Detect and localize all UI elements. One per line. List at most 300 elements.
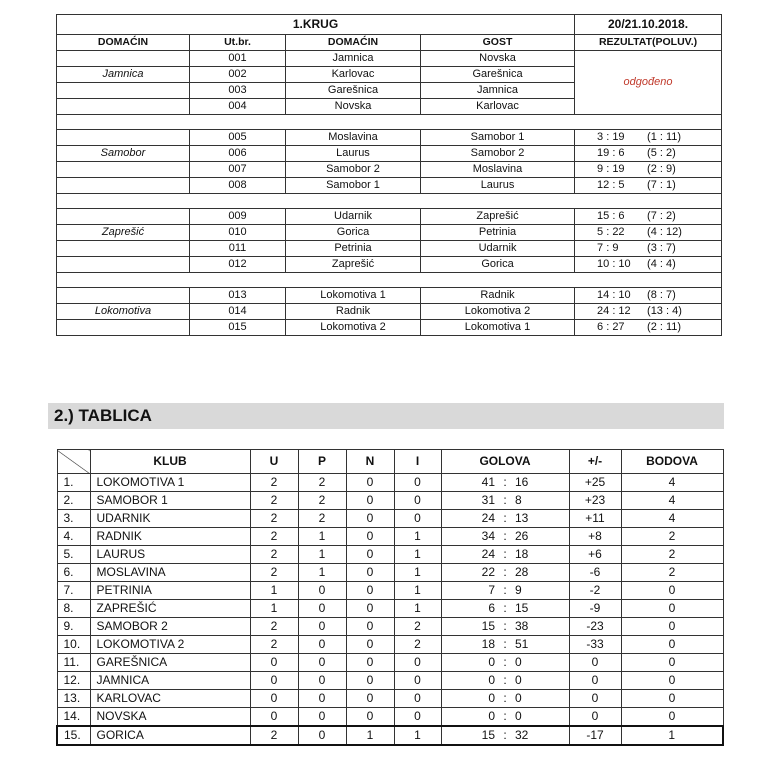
goals-colon: : (503, 547, 507, 561)
position: 2. (57, 492, 90, 510)
draws: 0 (346, 582, 394, 600)
goal-difference: -17 (569, 726, 621, 745)
home-team: Jamnica (286, 51, 421, 67)
away-team: Zaprešić (421, 209, 575, 225)
home-team: Laurus (286, 146, 421, 162)
club-name: UDARNIK (90, 510, 250, 528)
standings-row (57, 708, 723, 727)
match-host (57, 83, 190, 99)
losses: 2 (394, 618, 441, 636)
match-row (57, 320, 722, 336)
goals-for: 0 (488, 655, 495, 669)
goals (441, 546, 569, 564)
away-team: Novska (421, 51, 575, 67)
half-time-score: (3 : 7) (647, 242, 676, 254)
col-home: DOMAĆIN (286, 35, 421, 51)
club-name: NOVSKA (90, 708, 250, 727)
points: 0 (621, 690, 723, 708)
points: 0 (621, 654, 723, 672)
goals (441, 726, 569, 745)
losses: 1 (394, 564, 441, 582)
position: 6. (57, 564, 90, 582)
match-number: 002 (190, 67, 286, 83)
losses: 0 (394, 672, 441, 690)
draws: 0 (346, 618, 394, 636)
points: 2 (621, 528, 723, 546)
full-time-score: 5 : 22 (597, 226, 625, 238)
wins: 2 (298, 492, 346, 510)
points: 2 (621, 564, 723, 582)
standings-row (57, 618, 723, 636)
played: 2 (250, 528, 298, 546)
points: 0 (621, 582, 723, 600)
away-team: Jamnica (421, 83, 575, 99)
goals-colon: : (503, 691, 507, 705)
position: 11. (57, 654, 90, 672)
goals (441, 690, 569, 708)
goals (441, 528, 569, 546)
home-team: Samobor 1 (286, 178, 421, 194)
goals-against: 0 (515, 709, 522, 723)
standings-row (57, 528, 723, 546)
full-time-score: 24 : 12 (597, 305, 631, 317)
match-host: Lokomotiva (57, 304, 190, 320)
goals-against: 16 (515, 475, 529, 489)
standings-column-headers (57, 450, 723, 474)
goals-against: 26 (515, 529, 529, 543)
draws: 0 (346, 708, 394, 727)
match-number: 014 (190, 304, 286, 320)
postponed-label: odgođeno (575, 51, 722, 115)
goal-difference: 0 (569, 708, 621, 727)
match-result (575, 146, 722, 162)
half-time-score: (4 : 4) (647, 258, 676, 270)
full-time-score: 14 : 10 (597, 289, 631, 301)
group-spacer-row (57, 273, 722, 288)
played: 2 (250, 492, 298, 510)
match-result (575, 209, 722, 225)
wins: 0 (298, 582, 346, 600)
goals-for: 6 (488, 601, 495, 615)
played: 1 (250, 600, 298, 618)
goals-colon: : (503, 601, 507, 615)
half-time-score: (8 : 7) (647, 289, 676, 301)
match-result (575, 304, 722, 320)
goal-difference: +23 (569, 492, 621, 510)
goals (441, 672, 569, 690)
match-row (57, 288, 722, 304)
match-row (57, 130, 722, 146)
points: 0 (621, 708, 723, 727)
goals-colon: : (503, 511, 507, 525)
draws: 0 (346, 672, 394, 690)
away-team: Petrinia (421, 225, 575, 241)
goals-against: 8 (515, 493, 522, 507)
standings-row (57, 546, 723, 564)
col-i: I (394, 450, 441, 474)
goals-for: 0 (488, 691, 495, 705)
goals-against: 32 (515, 728, 529, 742)
club-name: LOKOMOTIVA 1 (90, 474, 250, 492)
position: 15. (57, 726, 90, 745)
match-result (575, 225, 722, 241)
goal-difference: +11 (569, 510, 621, 528)
home-team: Lokomotiva 1 (286, 288, 421, 304)
club-name: PETRINIA (90, 582, 250, 600)
standings-row (57, 636, 723, 654)
away-team: Radnik (421, 288, 575, 304)
goals-colon: : (503, 529, 507, 543)
match-row (57, 225, 722, 241)
played: 0 (250, 690, 298, 708)
points: 1 (621, 726, 723, 745)
match-host (57, 178, 190, 194)
club-name: KARLOVAC (90, 690, 250, 708)
goals-against: 18 (515, 547, 529, 561)
goal-difference: -33 (569, 636, 621, 654)
match-row (57, 178, 722, 194)
away-team: Lokomotiva 1 (421, 320, 575, 336)
wins: 2 (298, 474, 346, 492)
wins: 0 (298, 654, 346, 672)
club-name: GORICA (90, 726, 250, 745)
match-host: Jamnica (57, 67, 190, 83)
full-time-score: 10 : 10 (597, 258, 631, 270)
match-number: 015 (190, 320, 286, 336)
match-result (575, 257, 722, 273)
goals-colon: : (503, 655, 507, 669)
goals-for: 24 (481, 511, 495, 525)
home-team: Lokomotiva 2 (286, 320, 421, 336)
goal-difference: -9 (569, 600, 621, 618)
match-number: 009 (190, 209, 286, 225)
match-host (57, 130, 190, 146)
full-time-score: 12 : 5 (597, 179, 625, 191)
goals-colon: : (503, 673, 507, 687)
col-result: REZULTAT(POLUV.) (575, 35, 722, 51)
goals-for: 0 (488, 673, 495, 687)
played: 2 (250, 546, 298, 564)
standings-row (57, 474, 723, 492)
losses: 2 (394, 636, 441, 654)
draws: 0 (346, 600, 394, 618)
home-team: Petrinia (286, 241, 421, 257)
goals-against: 9 (515, 583, 522, 597)
goals-colon: : (503, 728, 507, 742)
goals-for: 7 (488, 583, 495, 597)
played: 0 (250, 654, 298, 672)
goals-against: 51 (515, 637, 529, 651)
match-host (57, 162, 190, 178)
col-goals: GOLOVA (441, 450, 569, 474)
goal-difference: +6 (569, 546, 621, 564)
standings-row (57, 672, 723, 690)
home-team: Gorica (286, 225, 421, 241)
match-result (575, 130, 722, 146)
played: 1 (250, 582, 298, 600)
match-row (57, 162, 722, 178)
away-team: Gorica (421, 257, 575, 273)
goals-for: 31 (481, 493, 495, 507)
position: 10. (57, 636, 90, 654)
club-name: SAMOBOR 2 (90, 618, 250, 636)
full-time-score: 15 : 6 (597, 210, 625, 222)
goals-colon: : (503, 619, 507, 633)
draws: 0 (346, 564, 394, 582)
played: 2 (250, 510, 298, 528)
match-number: 012 (190, 257, 286, 273)
points: 4 (621, 510, 723, 528)
match-host (57, 257, 190, 273)
standings-row (57, 582, 723, 600)
losses: 0 (394, 492, 441, 510)
goals-colon: : (503, 565, 507, 579)
points: 0 (621, 600, 723, 618)
match-number: 003 (190, 83, 286, 99)
goals (441, 618, 569, 636)
played: 2 (250, 564, 298, 582)
draws: 0 (346, 528, 394, 546)
draws: 0 (346, 492, 394, 510)
standings-row (57, 564, 723, 582)
col-p: P (298, 450, 346, 474)
goals-against: 15 (515, 601, 529, 615)
goals-against: 13 (515, 511, 529, 525)
match-number: 005 (190, 130, 286, 146)
match-host: Samobor (57, 146, 190, 162)
points: 4 (621, 492, 723, 510)
goals-colon: : (503, 493, 507, 507)
match-number: 007 (190, 162, 286, 178)
match-result (575, 162, 722, 178)
round-header-row (57, 15, 722, 35)
away-team: Karlovac (421, 99, 575, 115)
full-time-score: 6 : 27 (597, 321, 625, 333)
wins: 0 (298, 618, 346, 636)
goals (441, 636, 569, 654)
match-result (575, 241, 722, 257)
match-host (57, 209, 190, 225)
standings-heading: 2.) TABLICA (48, 403, 724, 429)
draws: 1 (346, 726, 394, 745)
home-team: Moslavina (286, 130, 421, 146)
goals (441, 492, 569, 510)
col-u: U (250, 450, 298, 474)
half-time-score: (2 : 9) (647, 163, 676, 175)
goals-colon: : (503, 475, 507, 489)
goals (441, 600, 569, 618)
position: 7. (57, 582, 90, 600)
match-number: 004 (190, 99, 286, 115)
goals (441, 582, 569, 600)
schedule-column-headers (57, 35, 722, 51)
col-match-no: Ut.br. (190, 35, 286, 51)
played: 2 (250, 474, 298, 492)
half-time-score: (4 : 12) (647, 226, 682, 238)
goals-for: 18 (481, 637, 495, 651)
goals-against: 0 (515, 673, 522, 687)
home-team: Radnik (286, 304, 421, 320)
position: 3. (57, 510, 90, 528)
losses: 0 (394, 474, 441, 492)
match-number: 008 (190, 178, 286, 194)
away-team: Samobor 1 (421, 130, 575, 146)
home-team: Zaprešić (286, 257, 421, 273)
club-name: GAREŠNICA (90, 654, 250, 672)
position: 13. (57, 690, 90, 708)
goals-against: 28 (515, 565, 529, 579)
half-time-score: (1 : 11) (647, 131, 682, 143)
goals-colon: : (503, 709, 507, 723)
points: 4 (621, 474, 723, 492)
goals-for: 15 (481, 728, 495, 742)
goals-against: 0 (515, 655, 522, 669)
col-points: BODOVA (621, 450, 723, 474)
losses: 1 (394, 600, 441, 618)
losses: 1 (394, 546, 441, 564)
match-result (575, 320, 722, 336)
home-team: Garešnica (286, 83, 421, 99)
position: 9. (57, 618, 90, 636)
standings-row (57, 654, 723, 672)
standings-row (57, 510, 723, 528)
full-time-score: 7 : 9 (597, 242, 619, 254)
home-team: Novska (286, 99, 421, 115)
losses: 0 (394, 510, 441, 528)
match-row (57, 146, 722, 162)
wins: 1 (298, 564, 346, 582)
club-name: RADNIK (90, 528, 250, 546)
round-date: 20/21.10.2018. (575, 15, 722, 35)
goal-difference: 0 (569, 654, 621, 672)
goal-difference: -23 (569, 618, 621, 636)
standings-table (56, 449, 724, 746)
half-time-score: (2 : 11) (647, 321, 682, 333)
points: 0 (621, 636, 723, 654)
wins: 2 (298, 510, 346, 528)
full-time-score: 9 : 19 (597, 163, 625, 175)
position: 1. (57, 474, 90, 492)
losses: 0 (394, 690, 441, 708)
match-result (575, 288, 722, 304)
wins: 0 (298, 690, 346, 708)
losses: 1 (394, 726, 441, 745)
club-name: LAURUS (90, 546, 250, 564)
losses: 1 (394, 582, 441, 600)
played: 0 (250, 708, 298, 727)
club-name: JAMNICA (90, 672, 250, 690)
col-club: KLUB (90, 450, 250, 474)
col-diff: +/- (569, 450, 621, 474)
match-row (57, 257, 722, 273)
away-team: Udarnik (421, 241, 575, 257)
draws: 0 (346, 474, 394, 492)
club-name: LOKOMOTIVA 2 (90, 636, 250, 654)
played: 2 (250, 726, 298, 745)
full-time-score: 19 : 6 (597, 147, 625, 159)
standings-row (57, 726, 723, 745)
goals-for: 34 (481, 529, 495, 543)
points: 0 (621, 672, 723, 690)
away-team: Laurus (421, 178, 575, 194)
wins: 1 (298, 546, 346, 564)
match-host (57, 51, 190, 67)
played: 2 (250, 618, 298, 636)
position: 5. (57, 546, 90, 564)
away-team: Moslavina (421, 162, 575, 178)
round-title: 1.KRUG (57, 15, 575, 35)
match-host: Zaprešić (57, 225, 190, 241)
goals-for: 41 (481, 475, 495, 489)
match-row (57, 304, 722, 320)
half-time-score: (7 : 2) (647, 210, 676, 222)
wins: 0 (298, 672, 346, 690)
match-row (57, 209, 722, 225)
club-name: SAMOBOR 1 (90, 492, 250, 510)
wins: 0 (298, 600, 346, 618)
half-time-score: (5 : 2) (647, 147, 676, 159)
half-time-score: (7 : 1) (647, 179, 676, 191)
match-number: 013 (190, 288, 286, 304)
draws: 0 (346, 636, 394, 654)
goal-difference: 0 (569, 690, 621, 708)
goals-for: 22 (481, 565, 495, 579)
wins: 0 (298, 726, 346, 745)
wins: 0 (298, 636, 346, 654)
goals-against: 0 (515, 691, 522, 705)
half-time-score: (13 : 4) (647, 305, 682, 317)
match-host (57, 99, 190, 115)
home-team: Samobor 2 (286, 162, 421, 178)
goal-difference: +25 (569, 474, 621, 492)
goals-colon: : (503, 637, 507, 651)
position: 14. (57, 708, 90, 727)
position: 12. (57, 672, 90, 690)
home-team: Karlovac (286, 67, 421, 83)
position: 8. (57, 600, 90, 618)
standings-row (57, 690, 723, 708)
corner-cell (57, 450, 90, 474)
goals-for: 24 (481, 547, 495, 561)
goals (441, 474, 569, 492)
goals-colon: : (503, 583, 507, 597)
draws: 0 (346, 654, 394, 672)
match-number: 001 (190, 51, 286, 67)
club-name: MOSLAVINA (90, 564, 250, 582)
position: 4. (57, 528, 90, 546)
group-spacer-row (57, 194, 722, 209)
away-team: Garešnica (421, 67, 575, 83)
played: 0 (250, 672, 298, 690)
club-name: ZAPREŠIĆ (90, 600, 250, 618)
match-host (57, 241, 190, 257)
losses: 0 (394, 654, 441, 672)
losses: 1 (394, 528, 441, 546)
goals-against: 38 (515, 619, 529, 633)
full-time-score: 3 : 19 (597, 131, 625, 143)
col-away: GOST (421, 35, 575, 51)
schedule-table (56, 14, 722, 336)
away-team: Lokomotiva 2 (421, 304, 575, 320)
col-n: N (346, 450, 394, 474)
match-row (57, 51, 722, 67)
match-host (57, 288, 190, 304)
losses: 0 (394, 708, 441, 727)
match-number: 010 (190, 225, 286, 241)
goal-difference: -6 (569, 564, 621, 582)
points: 2 (621, 546, 723, 564)
draws: 0 (346, 690, 394, 708)
